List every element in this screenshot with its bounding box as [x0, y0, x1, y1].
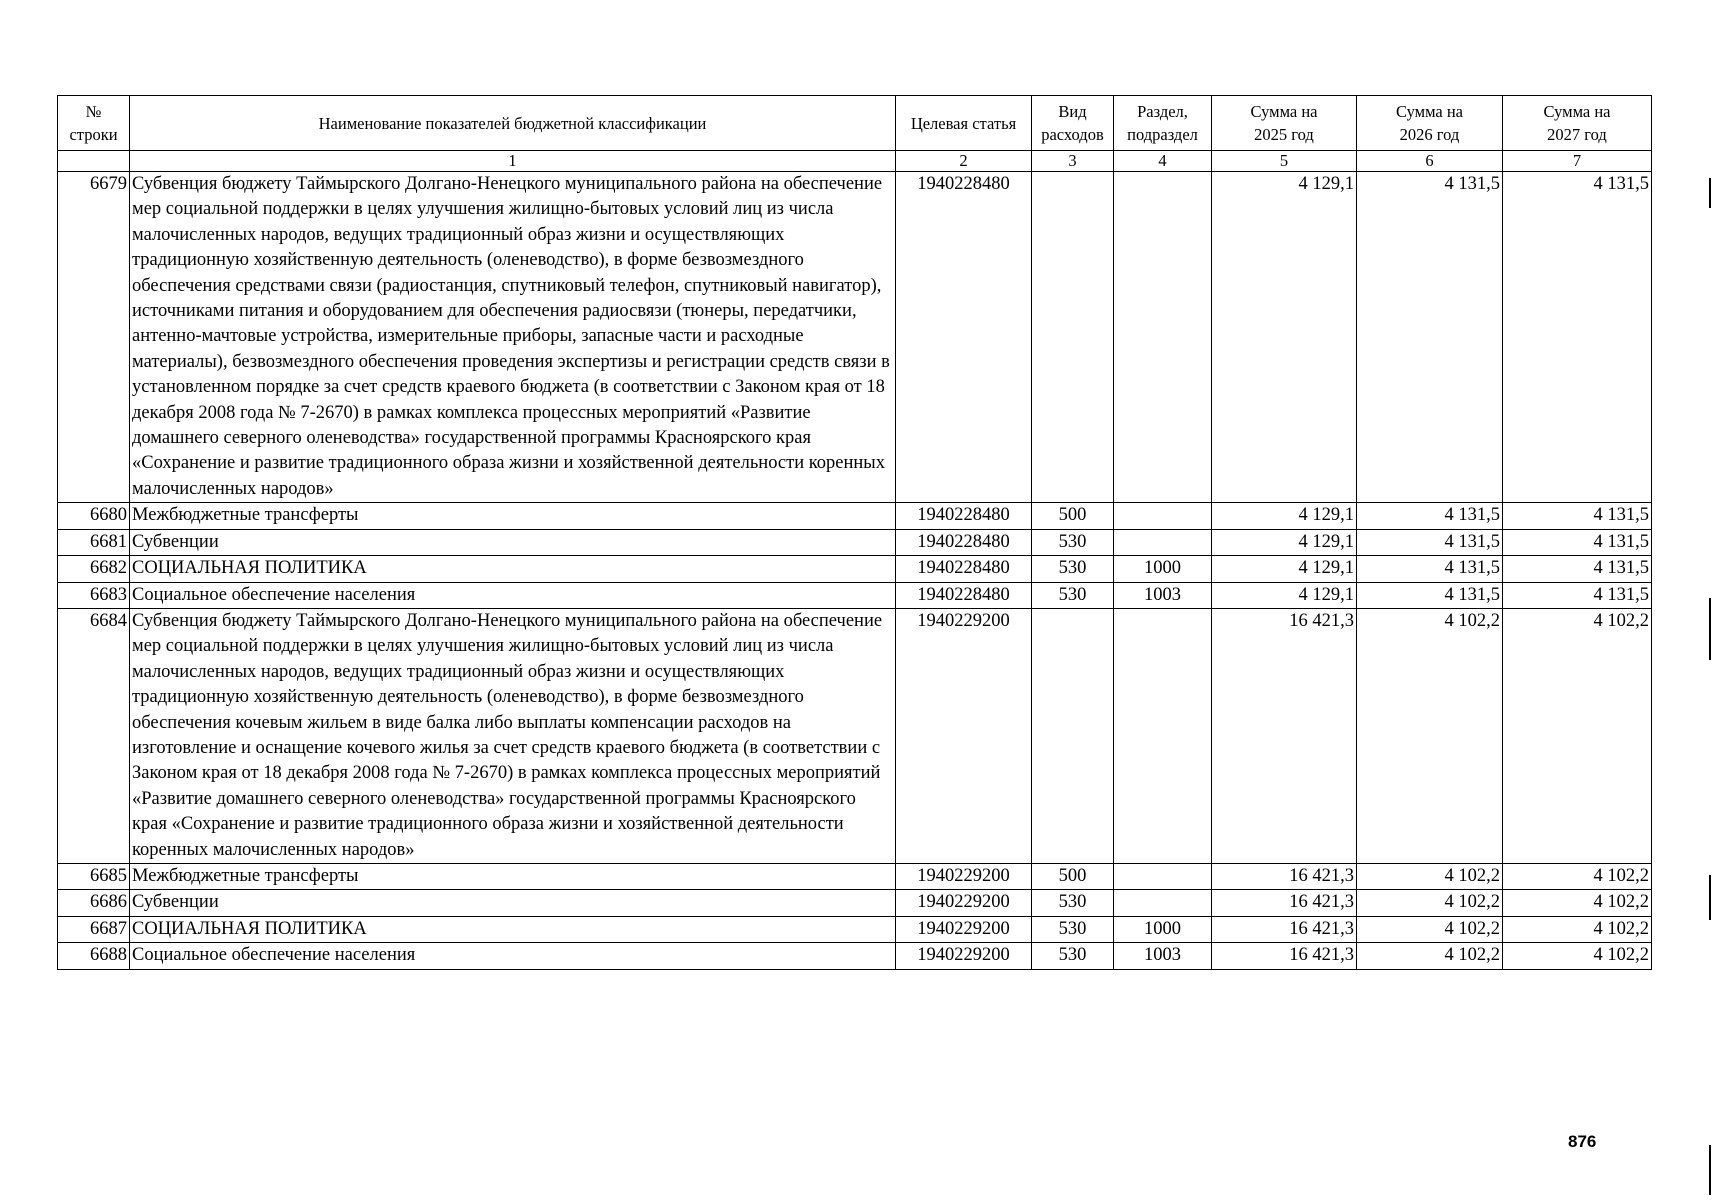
- row-number: 6687: [58, 916, 130, 942]
- table-row: [58, 943, 1652, 969]
- table-row: [58, 608, 1652, 863]
- row-sum-2027: 4 131,5: [1503, 503, 1652, 529]
- row-number: 6680: [58, 503, 130, 529]
- row-sum-2027: 4 102,2: [1503, 863, 1652, 889]
- budget-table: [57, 95, 1652, 970]
- row-section: [1114, 608, 1212, 863]
- header-name: Наименование показателей бюджетной классификации: [130, 96, 896, 151]
- table-row: [58, 529, 1652, 555]
- row-exp-type: 530: [1032, 529, 1114, 555]
- row-sum-2026: 4 102,2: [1357, 890, 1503, 916]
- row-section: [1114, 503, 1212, 529]
- row-section: [1114, 863, 1212, 889]
- row-target: 1940228480: [896, 556, 1032, 582]
- row-name: Межбюджетные трансферты: [130, 503, 896, 529]
- row-sum-2025: 4 129,1: [1212, 582, 1357, 608]
- row-name: Субвенции: [130, 529, 896, 555]
- row-sum-2026: 4 131,5: [1357, 529, 1503, 555]
- scan-mark: [1709, 1145, 1711, 1195]
- row-name: Межбюджетные трансферты: [130, 863, 896, 889]
- row-name: Субвенция бюджету Таймырского Долгано-Ненецкого муниципального района на обеспечение мер социальной поддержки в целях улучшения жилищно-бытовых условий лиц из числа малочисленных народов, ведущих традиционный образ жизни и осуществляющих традиционную хозяйственную деятельность (оленеводство), в форме безвозмездного обеспечения средствами связи (радиостанция, спутниковый телефон, спутниковый навигатор), источниками питания и оборудованием для обеспечения радиосвязи (тюнеры, передатчики, антенно-мачтовые устройства, измерительные приборы, запасные части и расходные материалы), безвозмездного обеспечения проведения экспертизы и регистрации средств связи в установленном порядке за счет средств краевого бюджета (в соответствии с Законом края от 18 декабря 2008 года № 7-2670) в рамках комплекса процессных мероприятий «Развитие домашнего северного оленеводства» государственной программы Красноярского края «Сохранение и развитие традиционного образа жизни и хозяйственной деятельности коренных малочисленных народов»: [130, 172, 896, 503]
- table-row: [58, 172, 1652, 503]
- row-exp-type: 530: [1032, 890, 1114, 916]
- header-exp-type: Вид расходов: [1032, 96, 1114, 151]
- row-sum-2025: 4 129,1: [1212, 556, 1357, 582]
- header-section: Раздел, подраздел: [1114, 96, 1212, 151]
- table-row: [58, 890, 1652, 916]
- row-sum-2025: 16 421,3: [1212, 890, 1357, 916]
- row-section: 1003: [1114, 943, 1212, 969]
- header-row: [58, 96, 1652, 151]
- row-sum-2027: 4 131,5: [1503, 529, 1652, 555]
- row-exp-type: 530: [1032, 916, 1114, 942]
- row-sum-2026: 4 131,5: [1357, 503, 1503, 529]
- page-number: 876: [1568, 1132, 1597, 1151]
- row-sum-2026: 4 102,2: [1357, 943, 1503, 969]
- scan-mark: [1709, 598, 1711, 660]
- row-sum-2027: 4 102,2: [1503, 943, 1652, 969]
- row-sum-2025: 16 421,3: [1212, 943, 1357, 969]
- row-sum-2027: 4 131,5: [1503, 556, 1652, 582]
- row-target: 1940228480: [896, 582, 1032, 608]
- row-target: 1940229200: [896, 863, 1032, 889]
- column-number-row: [58, 151, 1652, 172]
- row-sum-2027: 4 102,2: [1503, 916, 1652, 942]
- row-sum-2025: 4 129,1: [1212, 503, 1357, 529]
- row-sum-2027: 4 102,2: [1503, 890, 1652, 916]
- table-row: [58, 863, 1652, 889]
- column-number: 5: [1212, 151, 1357, 172]
- row-exp-type: [1032, 608, 1114, 863]
- row-number: 6682: [58, 556, 130, 582]
- column-number: 6: [1357, 151, 1503, 172]
- row-sum-2027: 4 131,5: [1503, 582, 1652, 608]
- header-sum-2027: Сумма на 2027 год: [1503, 96, 1652, 151]
- row-target: 1940229200: [896, 943, 1032, 969]
- row-sum-2025: 16 421,3: [1212, 608, 1357, 863]
- row-sum-2026: 4 102,2: [1357, 916, 1503, 942]
- column-number: 4: [1114, 151, 1212, 172]
- row-number: 6679: [58, 172, 130, 503]
- row-section: [1114, 172, 1212, 503]
- row-number: 6686: [58, 890, 130, 916]
- header-row-number: № строки: [58, 96, 130, 151]
- row-exp-type: 500: [1032, 503, 1114, 529]
- row-sum-2027: 4 131,5: [1503, 172, 1652, 503]
- row-section: 1000: [1114, 556, 1212, 582]
- row-sum-2026: 4 131,5: [1357, 556, 1503, 582]
- row-number: 6685: [58, 863, 130, 889]
- row-target: 1940228480: [896, 172, 1032, 503]
- row-sum-2025: 16 421,3: [1212, 916, 1357, 942]
- row-sum-2025: 16 421,3: [1212, 863, 1357, 889]
- row-target: 1940228480: [896, 529, 1032, 555]
- row-target: 1940229200: [896, 916, 1032, 942]
- row-number: 6681: [58, 529, 130, 555]
- column-number: 2: [896, 151, 1032, 172]
- row-section: [1114, 529, 1212, 555]
- row-section: [1114, 890, 1212, 916]
- scan-mark: [1709, 178, 1711, 208]
- row-number: 6684: [58, 608, 130, 863]
- row-name: Социальное обеспечение населения: [130, 943, 896, 969]
- row-exp-type: 500: [1032, 863, 1114, 889]
- column-number: 7: [1503, 151, 1652, 172]
- row-number: 6683: [58, 582, 130, 608]
- header-sum-2025: Сумма на 2025 год: [1212, 96, 1357, 151]
- row-name: Субвенция бюджету Таймырского Долгано-Ненецкого муниципального района на обеспечение мер социальной поддержки в целях улучшения жилищно-бытовых условий лиц из числа малочисленных народов, ведущих традиционный образ жизни и осуществляющих традиционную хозяйственную деятельность (оленеводство), в форме безвозмездного обеспечения кочевым жильем в виде балка либо выплаты компенсации расходов на изготовление и оснащение кочевого жилья за счет средств краевого бюджета (в соответствии с Законом края от 18 декабря 2008 года № 7-2670) в рамках комплекса процессных мероприятий «Развитие домашнего северного оленеводства» государственной программы Красноярского края «Сохранение и развитие традиционного образа жизни и хозяйственной деятельности коренных малочисленных народов»: [130, 608, 896, 863]
- table-row: [58, 503, 1652, 529]
- row-sum-2025: 4 129,1: [1212, 529, 1357, 555]
- row-name: СОЦИАЛЬНАЯ ПОЛИТИКА: [130, 556, 896, 582]
- table-row: [58, 916, 1652, 942]
- header-target: Целевая статья: [896, 96, 1032, 151]
- row-sum-2026: 4 102,2: [1357, 863, 1503, 889]
- scan-mark: [1709, 875, 1711, 920]
- column-number: [58, 151, 130, 172]
- row-exp-type: 530: [1032, 556, 1114, 582]
- table-row: [58, 556, 1652, 582]
- row-sum-2026: 4 102,2: [1357, 608, 1503, 863]
- row-section: 1000: [1114, 916, 1212, 942]
- row-sum-2027: 4 102,2: [1503, 608, 1652, 863]
- row-name: Социальное обеспечение населения: [130, 582, 896, 608]
- row-exp-type: 530: [1032, 582, 1114, 608]
- table-row: [58, 582, 1652, 608]
- row-sum-2026: 4 131,5: [1357, 172, 1503, 503]
- header-sum-2026: Сумма на 2026 год: [1357, 96, 1503, 151]
- row-number: 6688: [58, 943, 130, 969]
- row-name: Субвенции: [130, 890, 896, 916]
- row-sum-2025: 4 129,1: [1212, 172, 1357, 503]
- row-section: 1003: [1114, 582, 1212, 608]
- row-name: СОЦИАЛЬНАЯ ПОЛИТИКА: [130, 916, 896, 942]
- column-number: 1: [130, 151, 896, 172]
- row-exp-type: 530: [1032, 943, 1114, 969]
- row-sum-2026: 4 131,5: [1357, 582, 1503, 608]
- row-target: 1940229200: [896, 890, 1032, 916]
- row-target: 1940228480: [896, 503, 1032, 529]
- column-number: 3: [1032, 151, 1114, 172]
- row-exp-type: [1032, 172, 1114, 503]
- row-target: 1940229200: [896, 608, 1032, 863]
